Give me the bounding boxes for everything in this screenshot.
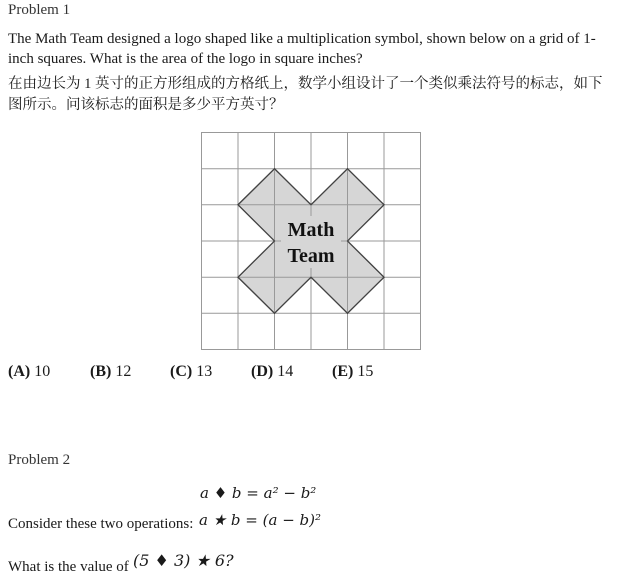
problem-1-text-cn-line-2: 图所示。问该标志的面积是多少平方英寸？	[8, 97, 284, 113]
problem-2-question-expression: (5 ♦ 3) ★ 6?	[133, 551, 234, 570]
problem-2-question: What is the value of	[8, 559, 129, 575]
problem-2-lead: Consider these two operations:	[8, 516, 194, 532]
choice-b	[90, 363, 131, 381]
problem-2-heading: Problem 2	[8, 452, 71, 468]
choice-d-value: 14	[277, 363, 294, 380]
problem-1-heading: Problem 1	[8, 2, 71, 18]
choice-a-value: 10	[34, 363, 51, 380]
choice-e-letter: (E)	[332, 363, 354, 380]
choice-e-value: 15	[357, 363, 374, 380]
equation-star: a ★ b = (a − b)²	[199, 511, 321, 529]
problem-1-text-cn	[8, 74, 623, 116]
equation-diamond: a ♦ b = a² − b²	[200, 484, 317, 502]
choice-c-letter: (C)	[170, 363, 193, 380]
problem-1-text-en-line-2: inch squares. What is the area of the logo in square inches?	[8, 51, 363, 67]
choice-d	[251, 363, 293, 381]
choice-a-letter: (A)	[8, 363, 31, 380]
logo-label-math: Math	[287, 219, 335, 241]
problem-1-text-cn-line-1: 在由边长为 1 英寸的正方形组成的方格纸上，数学小组设计了一个类似乘法符号的标志，如下	[8, 76, 603, 92]
choice-b-letter: (B)	[90, 363, 112, 380]
choice-d-letter: (D)	[251, 363, 274, 380]
choice-a	[8, 363, 50, 381]
choice-b-value: 12	[115, 363, 132, 380]
choice-e	[332, 363, 373, 381]
choice-c-value: 13	[196, 363, 213, 380]
logo-grid-figure	[199, 130, 423, 352]
logo-label-team: Team	[287, 245, 335, 267]
problem-1-text-en-line-1: The Math Team designed a logo shaped like a multiplication symbol, shown below on a grid of 1-	[8, 31, 596, 47]
choice-c	[170, 363, 212, 381]
problem-1-text-en	[8, 29, 623, 69]
